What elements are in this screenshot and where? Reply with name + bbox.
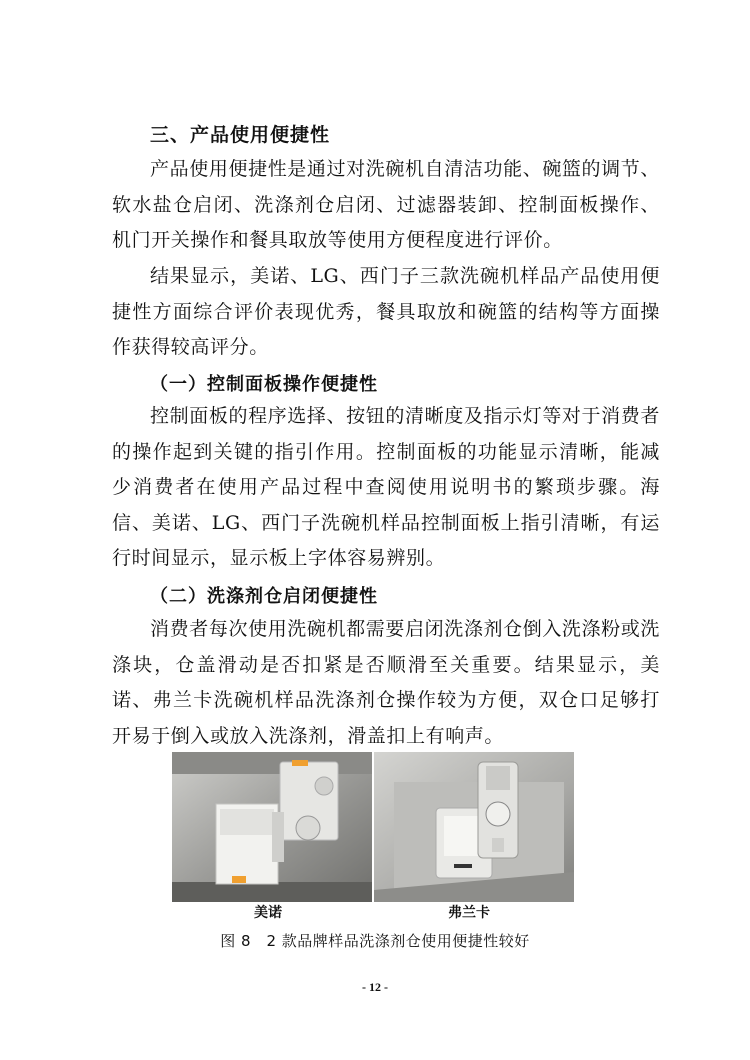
result-paragraph: 结果显示，美诺、LG、西门子三款洗碗机样品产品使用便捷性方面综合评价表现优秀，餐具取放和碗篮的结构等方面操作获得较高评分。 bbox=[112, 265, 660, 358]
figure-label-franke: 弗兰卡 bbox=[448, 905, 490, 921]
subsection-2-paragraph: 消费者每次使用洗碗机都需要启闭洗涤剂仓倒入洗涤粉或洗涤块，仓盖滑动是否扣紧是否顺滑至关重要。结果显示，美诺、弗兰卡洗碗机样品洗涤剂仓操作较为方便，双仓口足够打开易于倒入或放入洗涤剂，滑盖扣上有响声。 bbox=[112, 618, 660, 747]
subsection-2-heading: （二）洗涤剂仓启闭便捷性 bbox=[150, 586, 378, 607]
page-number: - 12 - bbox=[362, 980, 388, 994]
subsection-1-heading: （一）控制面板操作便捷性 bbox=[150, 374, 378, 395]
franke-detergent-compartment-photo bbox=[374, 752, 574, 902]
figure-label-miele: 美诺 bbox=[254, 905, 282, 921]
figure-caption: 图 8 2 款品牌样品洗涤剂仓使用便捷性较好 bbox=[220, 932, 530, 950]
miele-detergent-compartment-photo bbox=[172, 752, 372, 902]
figure-8 bbox=[172, 752, 574, 902]
subsection-1-paragraph: 控制面板的程序选择、按钮的清晰度及指示灯等对于消费者的操作起到关键的指引作用。控制面板的功能显示清晰，能减少消费者在使用产品过程中查阅使用说明书的繁琐步骤。海信、美诺、LG、西门子洗碗机样品控制面板上指引清晰，有运行时间显示，显示板上字体容易辨别。 bbox=[112, 405, 660, 569]
intro-paragraph: 产品使用便捷性是通过对洗碗机自清洁功能、碗篮的调节、软水盐仓启闭、洗涤剂仓启闭、过滤器装卸、控制面板操作、机门开关操作和餐具取放等使用方便程度进行评价。 bbox=[112, 158, 660, 251]
section-heading: 三、产品使用便捷性 bbox=[150, 124, 331, 146]
